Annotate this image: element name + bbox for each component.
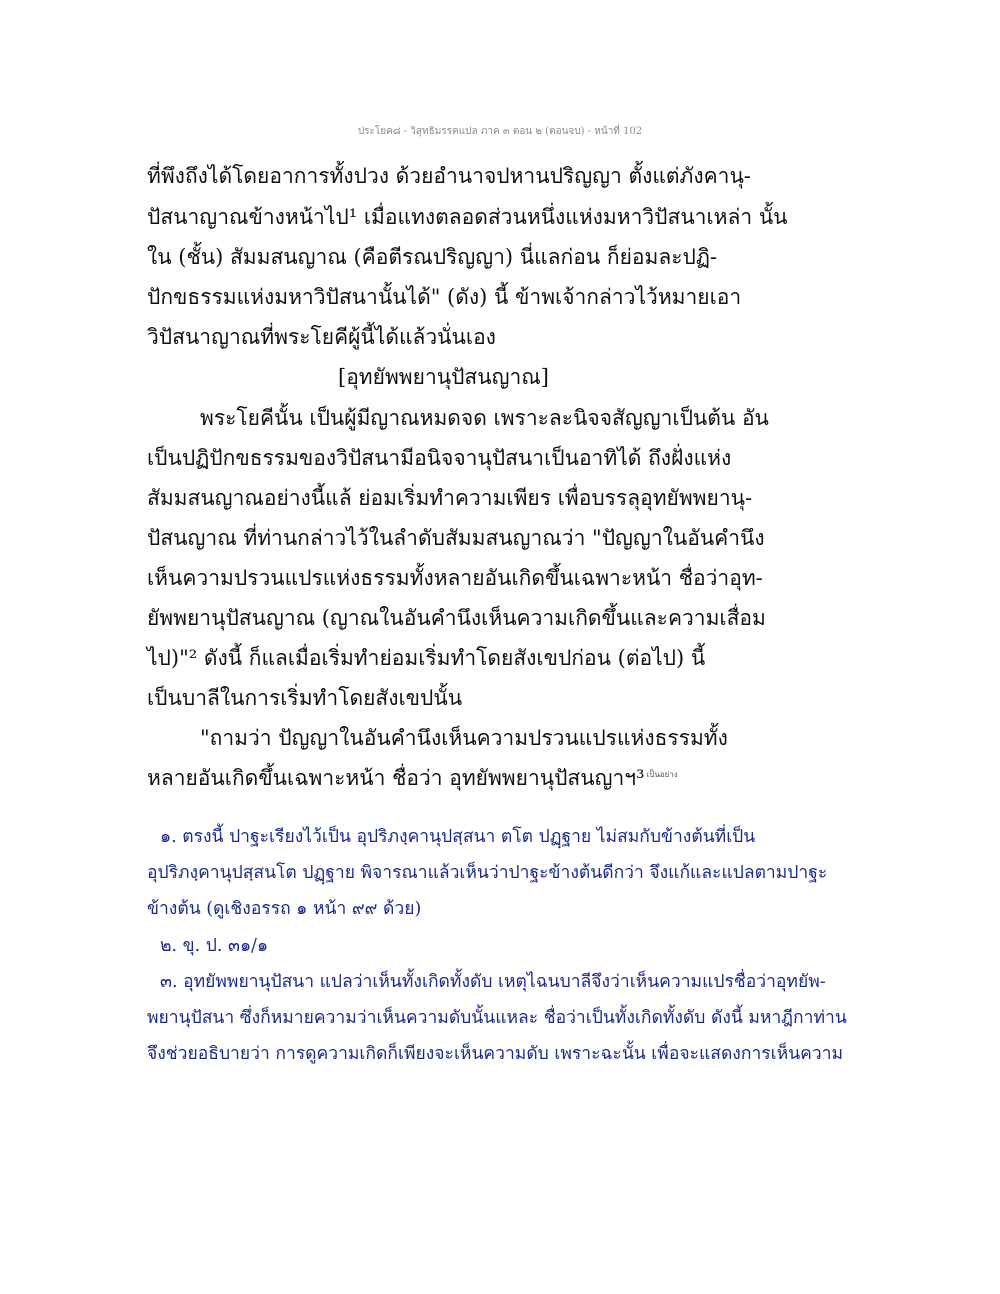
page-header: ประโยค๘ - วิสุทธิมรรคแปล ภาค ๓ ตอน ๒ (ตอนจบ) - หน้าที่ 102 [357,126,643,137]
body-line-4: ปักขธรรมแห่งมหาวิปัสนานั้นได้" (ดัง) นี้ ข้าพเจ้ากล่าวไว้หมายเอา [147,285,742,309]
footnote-line-6: พยานุปัสนา ซึ่งก็หมายความว่าเห็นความดับนั้นแหละ ชื่อว่าเป็นทั้งเกิดทั้งดับ ดังนี้ มหาฎีกาท่าน [147,1008,847,1028]
body-line-1: ที่พึงถึงได้โดยอาการทั้งปวง ด้วยอำนาจปหานปริญญา ตั้งแต่ภังคานุ- [147,164,751,188]
paragraph2-line-2: เป็นปฏิปักขธรรมของวิปัสนามีอนิจจานุปัสนาเป็นอาทิได้ ถึงฝั่งแห่ง [147,446,732,470]
footnote-line-3: ข้างต้น (ดูเชิงอรรถ ๑ หน้า ๙๙ ด้วย) [147,899,422,919]
continuation-mark: เป็นอย่าง [646,770,678,779]
paragraph2-line-1: พระโยคีนั้น เป็นผู้มีญาณหมดจด เพราะละนิจจสัญญาเป็นต้น อัน [200,406,769,430]
footnote-line-7: จึงช่วยอธิบายว่า การดูความเกิดก็เพียงจะเห็นความดับ เพราะฉะนั้น เพื่อจะแสดงการเห็นความ [147,1044,844,1064]
paragraph3-line-2-text: หลายอันเกิดขึ้นเฉพาะหน้า ชื่อว่า อุทยัพพยานุปัสนญาฯ³ [147,766,645,790]
body-line-2: ปัสนาญาณข้างหน้าไป¹ เมื่อแทงตลอดส่วนหนึ่งแห่งมหาวิปัสนาเหล่า นั้น [147,205,788,229]
paragraph2-line-3: สัมมสนญาณอย่างนี้แล้ ย่อมเริ่มทำความเพียร เพื่อบรรลุอุทยัพพยานุ- [147,486,753,510]
paragraph2-line-8: เป็นบาลีในการเริ่มทำโดยสังเขปนั้น [147,686,463,710]
footnote-line-4: ๒. ขุ. ป. ๓๑/๑ [160,936,269,956]
footnote-line-5: ๓. อุทยัพพยานุปัสนา แปลว่าเห็นทั้งเกิดทั้งดับ เหตุไฉนบาลีจึงว่าเห็นความแปรชื่อว่าอุทยัพ- [160,972,826,992]
body-line-3: ใน (ชั้น) สัมมสนญาณ (คือตีรณปริญญา) นี่แลก่อน ก็ย่อมละปฏิ- [147,245,718,269]
paragraph2-line-6: ยัพพยานุปัสนญาณ (ญาณในอันคำนึงเห็นความเกิดขึ้นและความเสื่อม [147,606,766,630]
section-heading: [อุทยัพพยานุปัสนญาณ] [338,365,549,389]
paragraph3-line-2 [147,762,678,795]
paragraph3-line-1: "ถามว่า ปัญญาในอันคำนึงเห็นความปรวนแปรแห่งธรรมทั้ง [200,726,728,750]
paragraph2-line-7: ไป)"² ดังนี้ ก็แลเมื่อเริ่มทำย่อมเริ่มทำโดยสังเขปก่อน (ต่อไป) นี้ [147,646,706,670]
paragraph2-line-4: ปัสนญาณ ที่ท่านกล่าวไว้ในลำดับสัมมสนญาณว่า "ปัญญาในอันคำนึง [147,526,765,550]
footnote-line-2: อุปริภงฺคานุปสฺสนโต ปฏฺฐาย พิจารณาแล้วเห็นว่าปาฐะข้างต้นดีกว่า จึงแก้และแปลตามปาฐะ [147,863,828,883]
body-line-5: วิปัสนาญาณที่พระโยคีผู้นี้ได้แล้วนั่นเอง [147,325,496,349]
paragraph2-line-5: เห็นความปรวนแปรแห่งธรรมทั้งหลายอันเกิดขึ้นเฉพาะหน้า ชื่อว่าอุท- [147,566,763,590]
footnote-line-1: ๑. ตรงนี้ ปาฐะเรียงไว้เป็น อุปริภงฺคานุปสฺสนา ตโต ปฏฺฐาย ไม่สมกับข้างต้นที่เป็น [160,827,756,847]
